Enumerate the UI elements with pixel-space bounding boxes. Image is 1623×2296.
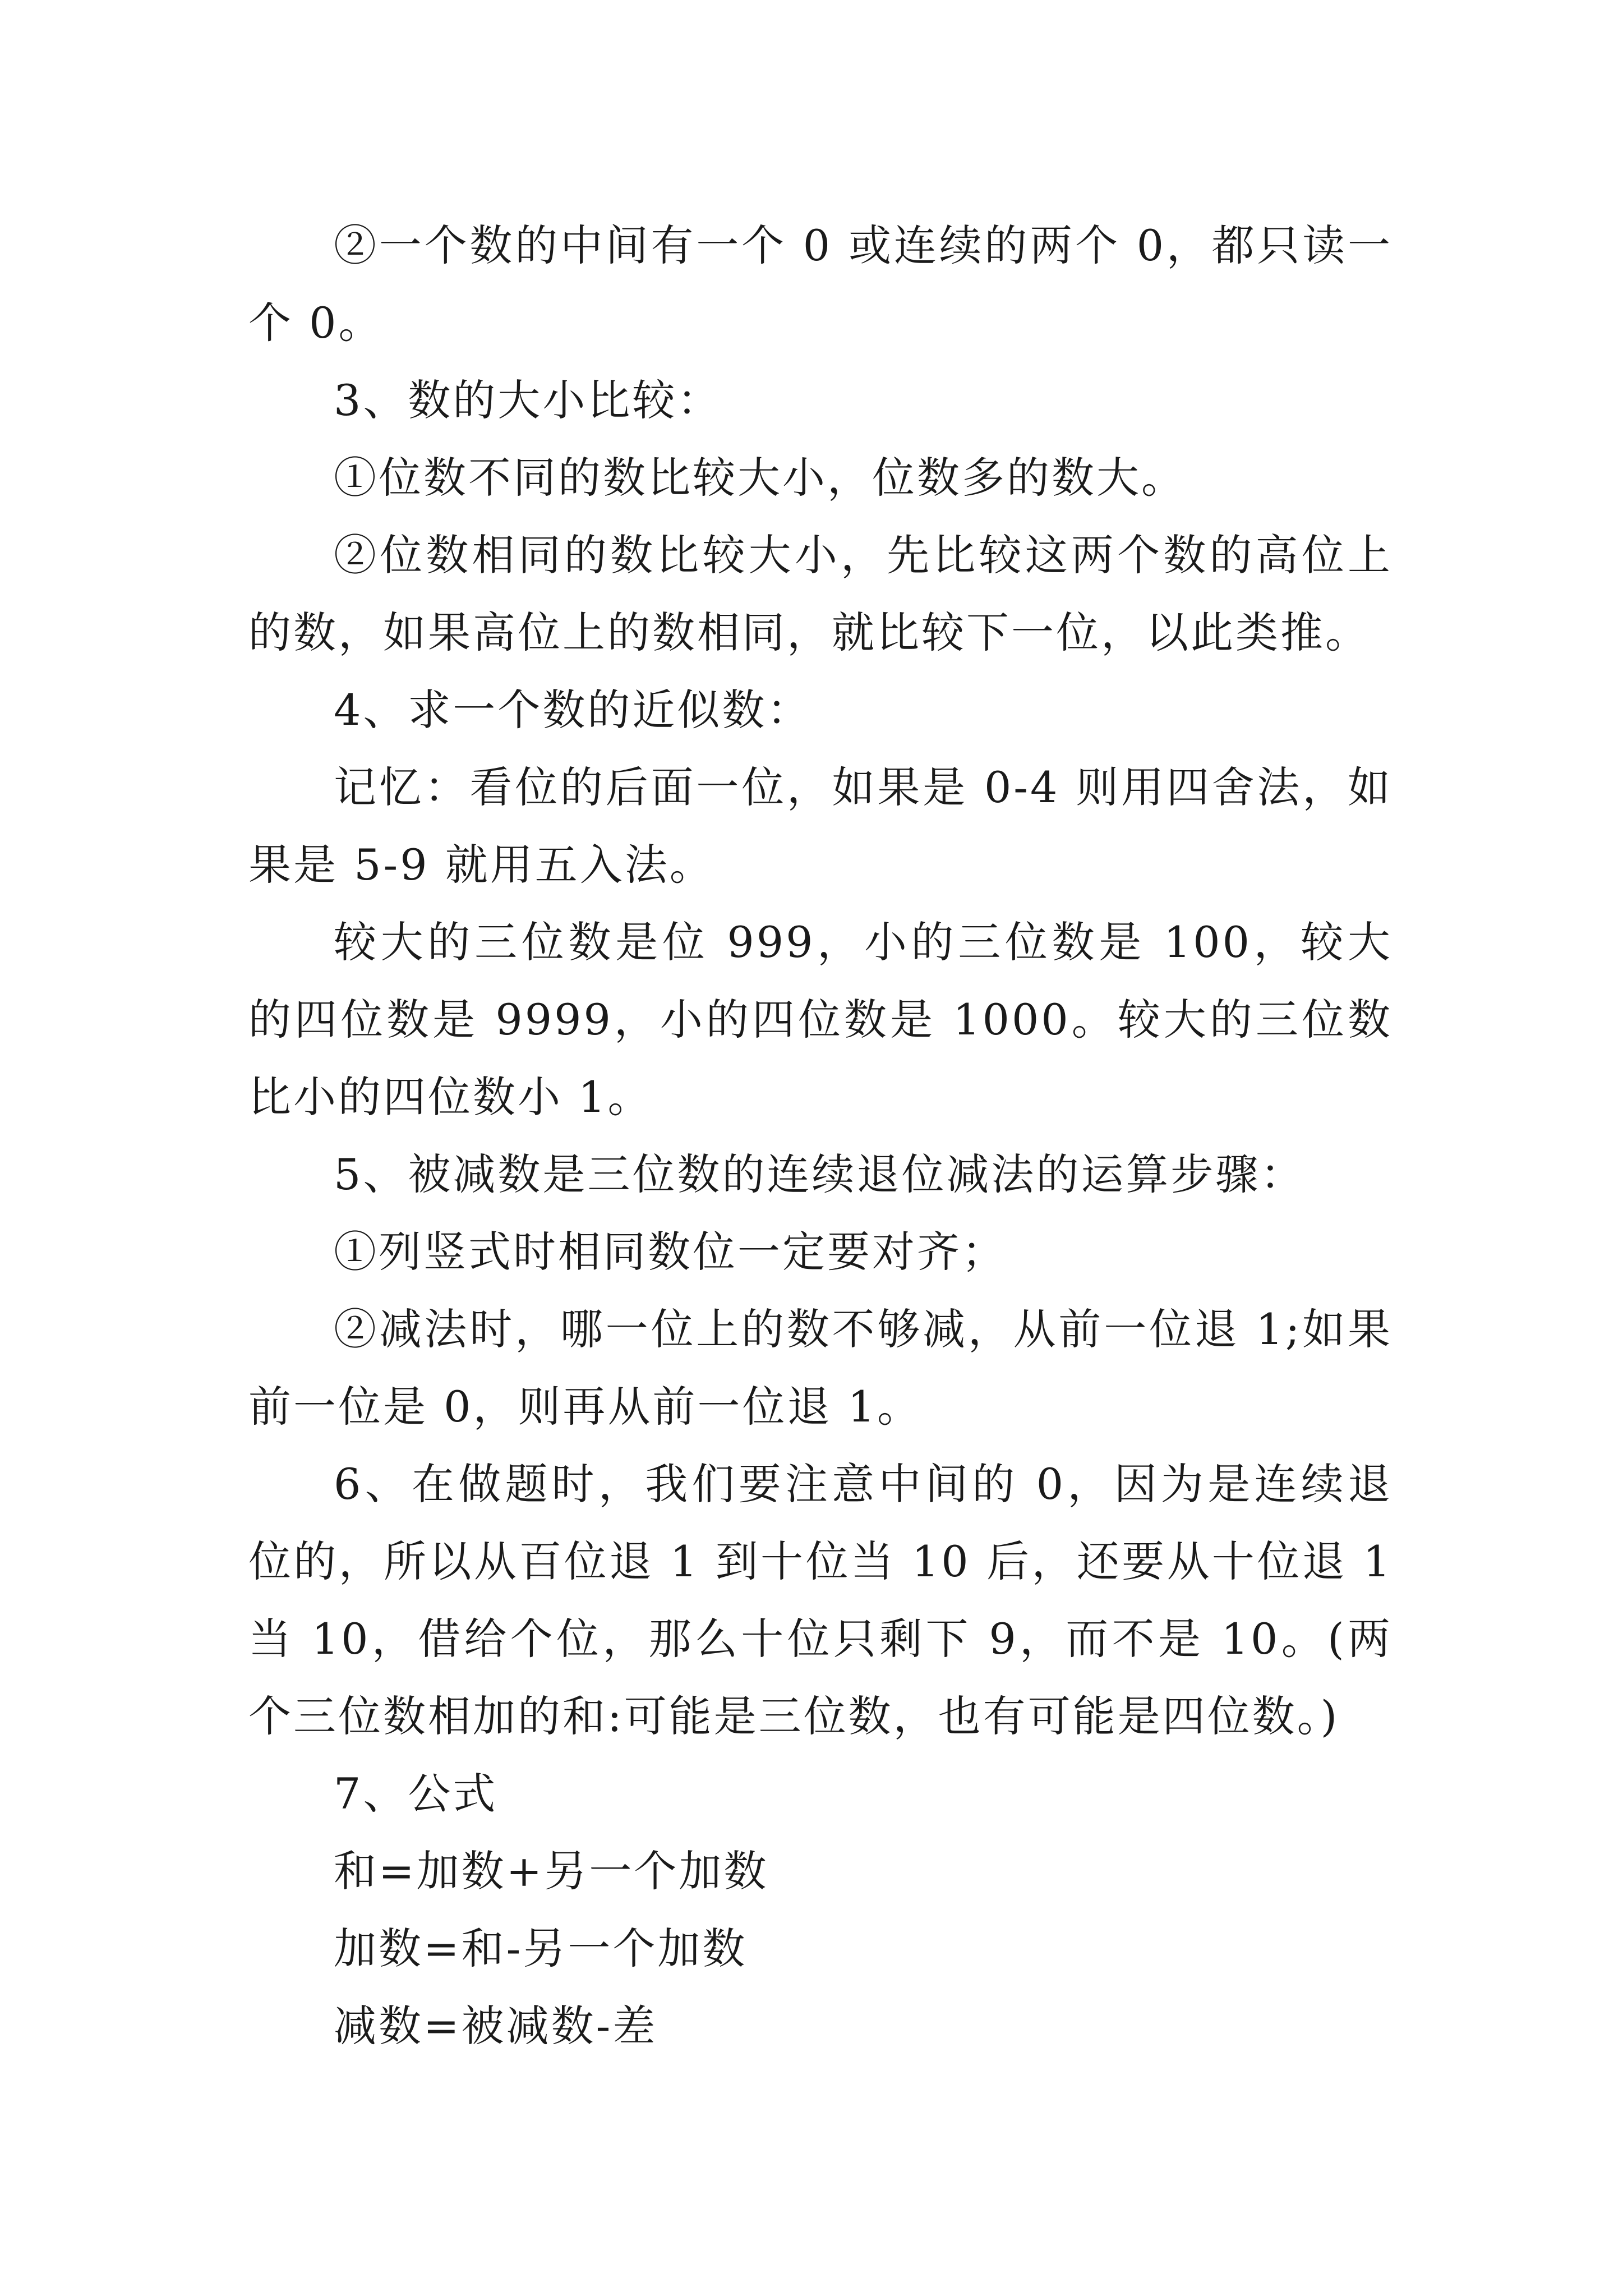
paragraph-largest-smallest-numbers: 较大的三位数是位 999，小的三位数是 100，较大的四位数是 9999，小的四位数是 1000。较大的三位数比小的四位数小 1。: [248, 917, 1393, 1122]
paragraph-rounding-memory: 记忆：看位的后面一位，如果是 0-4 则用四舍法，如果是 5-9 就用五入法。: [248, 762, 1393, 890]
paragraph-align-digits: ①列竖式时相同数位一定要对齐；: [334, 1227, 1007, 1277]
paragraph-compare-same-digits: ②位数相同的数比较大小，先比较这两个数的高位上的数，如果高位上的数相同，就比较下一位，以此类推。: [248, 530, 1393, 657]
heading-formulas: 7、公式: [334, 1769, 498, 1819]
document-body: [248, 207, 1393, 2065]
formula-addend: 加数=和-另一个加数: [334, 1924, 748, 1973]
formula-subtrahend: 减数=被减数-差: [334, 2001, 658, 2051]
paragraph-compare-digit-count: ①位数不同的数比较大小，位数多的数大。: [334, 453, 1186, 503]
paragraph-read-zero-rule: ②一个数的中间有一个 0 或连续的两个 0，都只读一个 0。: [248, 220, 1393, 348]
paragraph-borrow-rule: ②减法时，哪一位上的数不够减，从前一位退 1;如果前一位是 0，则再从前一位退 1。: [248, 1304, 1393, 1432]
heading-number-comparison: 3、数的大小比较：: [334, 375, 722, 425]
heading-subtraction-steps: 5、被减数是三位数的连续退位减法的运算步骤：: [334, 1149, 1306, 1199]
paragraph-middle-zero-note: 6、在做题时，我们要注意中间的 0，因为是连续退位的，所以从百位退 1 到十位当 10 后，还要从十位退 1 当 10，借给个位，那么十位只剩下 9，而不是 10。(两个三位数相加的和:可能是三位数，也有可能是四位数。): [248, 1459, 1393, 1741]
heading-approximate-number: 4、求一个数的近似数：: [334, 685, 812, 735]
formula-sum: 和=加数+另一个加数: [334, 1846, 769, 1896]
